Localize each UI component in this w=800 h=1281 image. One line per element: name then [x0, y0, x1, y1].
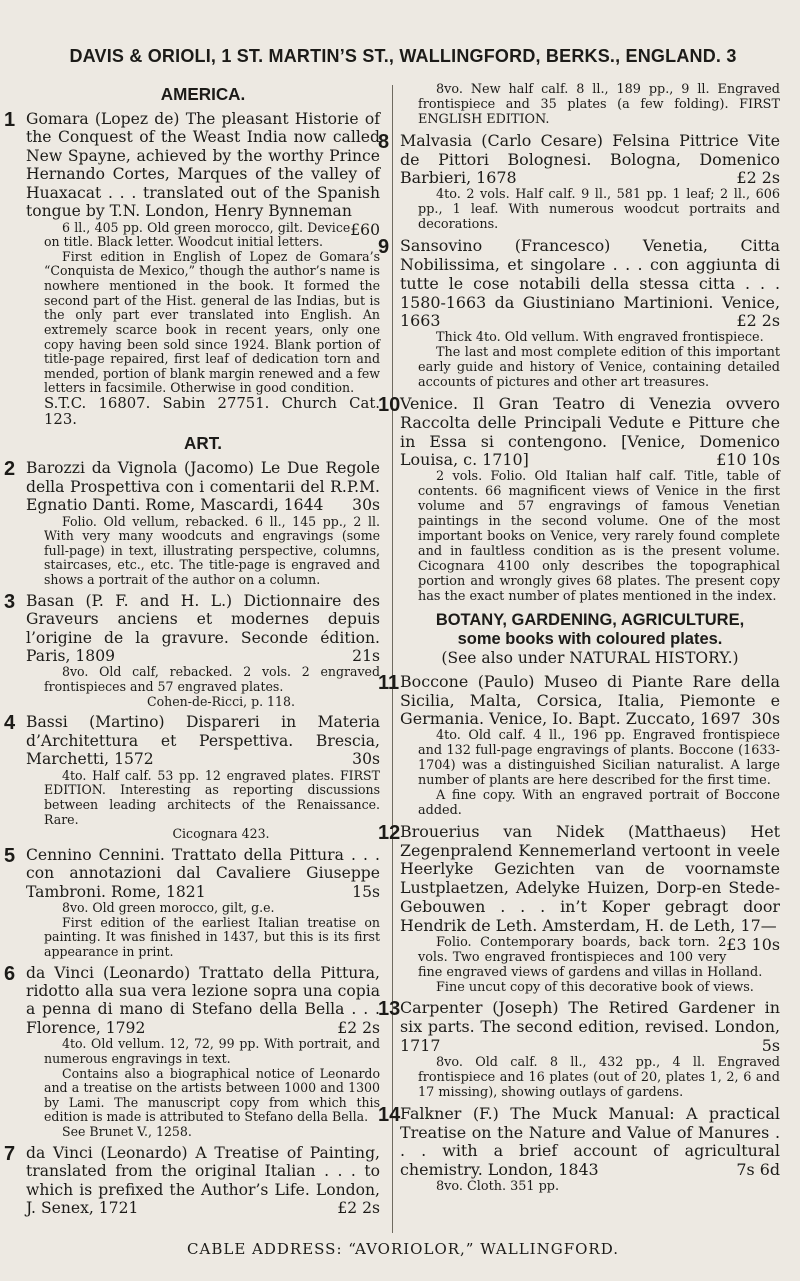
catalogue-entry — [4, 590, 380, 710]
entry-price: 21s — [352, 647, 380, 665]
entry-price: 30s — [751, 709, 780, 729]
entry-note: First edition of the earliest Italian treatise on painting. It was finished in 1437, but this is its first appearance in print. — [44, 914, 380, 959]
catalogue-entry — [378, 671, 780, 819]
entry-number: 12 — [378, 821, 401, 844]
catalogue-entry — [378, 821, 780, 996]
entry-title: Barozzi da Vignola (Jacomo) Le Due Regole della Prospettiva con i comentarii del R.P.M. Egnatio Danti. Rome, Mascardi, 1644 30s — [26, 459, 380, 515]
catalogue-entry — [4, 844, 380, 960]
entry-description: 4to. Half calf. 53 pp. 12 engraved plates. FIRST EDITION. Interesting as reporting discussions between leading architects of the Renaissance. Rare. — [44, 767, 380, 827]
entry-title: Brouerius van Nidek (Matthaeus) Het Zegenpralend Kennemerland vertoont in veele Heerlyke Gezichten van de voornamste Lustplaetzen, Adelyke Huizen, Dorp-en Stede-Gebouwen . . . in’t Koper gebragt door Hendrik de Leth. Amsterdam, H. de Leth, 17— £3 10s — [400, 821, 780, 954]
column-divider — [392, 85, 393, 1233]
entry-price: 30s — [352, 750, 380, 769]
entry-number: 11 — [378, 671, 400, 694]
entry-price: 15s — [352, 882, 380, 901]
entry-number: 8 — [378, 130, 390, 153]
entry-description: 8vo. New half calf. 8 ll., 189 pp., 9 ll. Engraved frontispiece and 35 plates (a few folding). FIRST ENGLISH EDITION. — [418, 82, 780, 127]
catalogue-entry — [378, 1103, 780, 1195]
entry-title: Venice. Il Gran Teatro di Venezia ovvero Raccolta delle Principali Vedute e Pitture che in Essa si contengono. [Venice, Domenico Louisa, c. 1710] £10 10s — [400, 393, 780, 470]
entry-title: da Vinci (Leonardo) A Treatise of Painting, translated from the original Italian . . . to which is prefixed the Author’s Life. London, J. Senex, 1721 £2 2s — [26, 1143, 380, 1217]
section-heading-botany: BOTANY, GARDENING, AGRICULTURE, — [435, 610, 745, 629]
entry-price: £60 — [350, 220, 380, 239]
entry-title: Bassi (Martino) Dispareri in Materia d’Architettura et Perspettiva. Brescia, Marchetti, 1572 30s — [26, 713, 380, 769]
entry-number: 4 — [4, 712, 16, 735]
entry-title: Malvasia (Carlo Cesare) Felsina Pittrice Vite de Pittori Bolognesi. Bologna, Domenico Barbieri, 1678 £2 2s — [400, 130, 780, 188]
entry-price: 30s — [352, 496, 380, 515]
entry-title: Gomara (Lopez de) The pleasant Historie of the Conquest of the Weast India now called New Spayne, achieved by the worthy Prince Hernando Cortes, Marques of the valley of Huaxacat . . . translated out of the Spanish tongue by T.N. London, Henry Bynneman £60 — [26, 109, 380, 239]
entry-price: £10 10s — [716, 450, 780, 470]
entry-price: £2 2s — [736, 311, 780, 331]
entry-description: 4to. 2 vols. Half calf. 9 ll., 581 pp. 1 leaf; 2 ll., 606 pp., 1 leaf. With numerous woodcut portraits and decorations. — [418, 187, 780, 233]
entry-title: Cennino Cennini. Trattato della Pittura . . . con annotazioni dal Cavaliere Giuseppe Tambroni. Rome, 1821 15s — [26, 845, 380, 901]
entry-description: Folio. Contemporary boards, back torn. 2 vols. Two engraved frontispieces and 100 very fine engraved views of gardens and villas in Holland. — [418, 934, 763, 980]
entry-reference: Cohen-de-Ricci, p. 118. — [147, 693, 295, 709]
entry-number: 9 — [378, 236, 390, 259]
catalogue-entry — [4, 1142, 380, 1218]
entry-description: 8vo. Old green morocco, gilt, g.e. — [62, 900, 275, 916]
entry-description: Thick 4to. Old vellum. With engraved frontispiece. — [436, 330, 764, 346]
entry-title: Boccone (Paulo) Museo di Piante Rare della Sicilia, Malta, Corsica, Italia, Piemonte e Germania. Venice, Io. Bapt. Zuccato, 1697 30s — [400, 671, 780, 729]
entry-note: First edition in English of Lopez de Gomara’s “Conquista de Mexico,” though the author’s name is nowhere mentioned in the book. It formed the second part of the Hist. general de las Indias, but is the only part ever translated into English. An extremely scarce book in recent years, only one copy having been sold since 1924. Blank portion of title-page repaired, first leaf of dedication torn and mended, portion of blank margin renewed and a few letters in facsimile. Otherwise in good condition. — [44, 248, 380, 396]
section-subheading: some books with coloured plates. — [457, 629, 723, 648]
entry-number: 3 — [4, 590, 16, 613]
entry-description: 8vo. Old calf, rebacked. 2 vols. 2 engraved frontispieces and 57 engraved plates. — [44, 664, 380, 695]
entry-note: A fine copy. With an engraved portrait of Boccone added. — [418, 787, 780, 818]
entry-number: 10 — [378, 393, 401, 416]
entry-description: 8vo. Old calf. 8 ll., 432 pp., 4 ll. Engraved frontispiece and 16 plates (out of 20, plates 1, 2, 6 and 17 missing), showing outlays of gardens. — [418, 1054, 780, 1100]
right-column — [378, 82, 780, 1195]
catalogue-entry — [378, 998, 780, 1100]
entry-description: Folio. Old vellum, rebacked. 6 ll., 145 pp., 2 ll. With very many woodcuts and engravings (some full-page) in text, illustrating perspective, columns, staircases, etc., etc. The title-page is engraved and shows a portrait of the author on a column. — [44, 513, 380, 588]
entry-number: 13 — [378, 998, 401, 1021]
entry-reference: Cicognara 423. — [172, 826, 270, 842]
entry-number: 7 — [4, 1142, 16, 1165]
entry-price: £2 2s — [337, 1199, 380, 1217]
catalogue-entry — [378, 393, 780, 605]
entry-number: 6 — [4, 962, 16, 985]
left-column — [4, 85, 380, 1217]
catalogue-entry — [4, 108, 380, 429]
entry-description: 4to. Old vellum. 12, 72, 99 pp. With portrait, and numerous engravings in text. — [44, 1036, 380, 1066]
catalogue-entry — [378, 130, 780, 233]
entry-title: Sansovino (Francesco) Venetia, Citta Nobilissima, et singolare . . . con aggiunta di tutte le cose notabili della stessa citta . . . 1580-1663 da Giustiniano Martinioni. Venice, 1663 £2 2s — [400, 236, 780, 331]
entry-price: £2 2s — [337, 1018, 380, 1037]
entry-reference: S.T.C. 16807. Sabin 27751. Church Cat. 123. — [44, 395, 380, 429]
entry-description: 2 vols. Folio. Old Italian half calf. Title, table of contents. 66 magnificent views of Venice in the first volume and 57 engravings of famous Venetian paintings in the second volume. One of the most important books on Venice, very rarely found complete and in faultless condition as is the present volume. Cicognara 4100 only describes the topographical portion and wrongly gives 68 plates. The present copy has the exact number of plates mentioned in the index. — [418, 469, 780, 604]
entry-number: 2 — [4, 458, 16, 481]
entry-note: Contains also a biographical notice of Leonardo and a treatise on the artists between 1000 and 1300 by Lami. The manuscript copy from which this edition is made is attributed to Stefano della Bella. — [44, 1065, 380, 1125]
catalogue-entry — [4, 962, 380, 1140]
entry-price: £2 2s — [736, 168, 780, 188]
section-heading-art: ART. — [184, 434, 222, 454]
catalogue-entry — [4, 458, 380, 588]
entry-reference: See Brunet V., 1258. — [62, 1124, 192, 1140]
section-heading-america: AMERICA. — [160, 85, 246, 104]
entry-title: Carpenter (Joseph) The Retired Gardener in six parts. The second edition, revised. London, 1717 5s — [400, 998, 780, 1056]
entry-price: £3 10s — [726, 934, 780, 954]
entry-number: 5 — [4, 844, 16, 867]
entry-title: da Vinci (Leonardo) Trattato della Pittura, ridotto alla sua vera lezione sopra una copia a penna di mano di Stefano della Bella . . . Florence, 1792 £2 2s — [26, 963, 380, 1037]
entry-note: Fine uncut copy of this decorative book of views. — [436, 979, 754, 995]
entry-title: Basan (P. F. and H. L.) Dictionnaire des Graveurs anciens et modernes depuis l’origine de la gravure. Seconde édition. Paris, 1809 21s — [26, 591, 380, 665]
catalogue-entry — [378, 236, 780, 391]
page-header: DAVIS & ORIOLI, 1 ST. MARTIN’S ST., WALLINGFORD, BERKS., ENGLAND. 3 — [69, 46, 737, 66]
entry-description: 8vo. Cloth. 351 pp. — [436, 1178, 560, 1194]
section-note: (See also under NATURAL HISTORY.) — [441, 649, 739, 668]
entry-title: Falkner (F.) The Muck Manual: A practical Treatise on the Nature and Value of Manures . . . with a brief account of agricultural chemistry. London, 1843 7s 6d — [400, 1103, 780, 1180]
entry-note: The last and most complete edition of this important early guide and history of Venice, containing detailed accounts of pictures and other art treasures. — [418, 345, 780, 390]
entry-description: 4to. Old calf. 4 ll., 196 pp. Engraved frontispiece and 132 full-page engravings of plants. Boccone (1633-1704) was a distinguished Sicilian naturalist. A large number of plants are here described for the first time. — [418, 728, 780, 789]
entry-number: 1 — [4, 108, 16, 131]
entry-number: 14 — [378, 1103, 401, 1126]
page-footer: CABLE ADDRESS: “AVORIOLOR,” WALLINGFORD. — [187, 1240, 619, 1258]
entry-price: 5s — [761, 1036, 780, 1056]
catalogue-entry — [4, 712, 380, 842]
entry-price: 7s 6d — [736, 1160, 780, 1180]
entry-description: 6 ll., 405 pp. Old green morocco, gilt. Device on title. Black letter. Woodcut initial letters. — [44, 219, 351, 250]
